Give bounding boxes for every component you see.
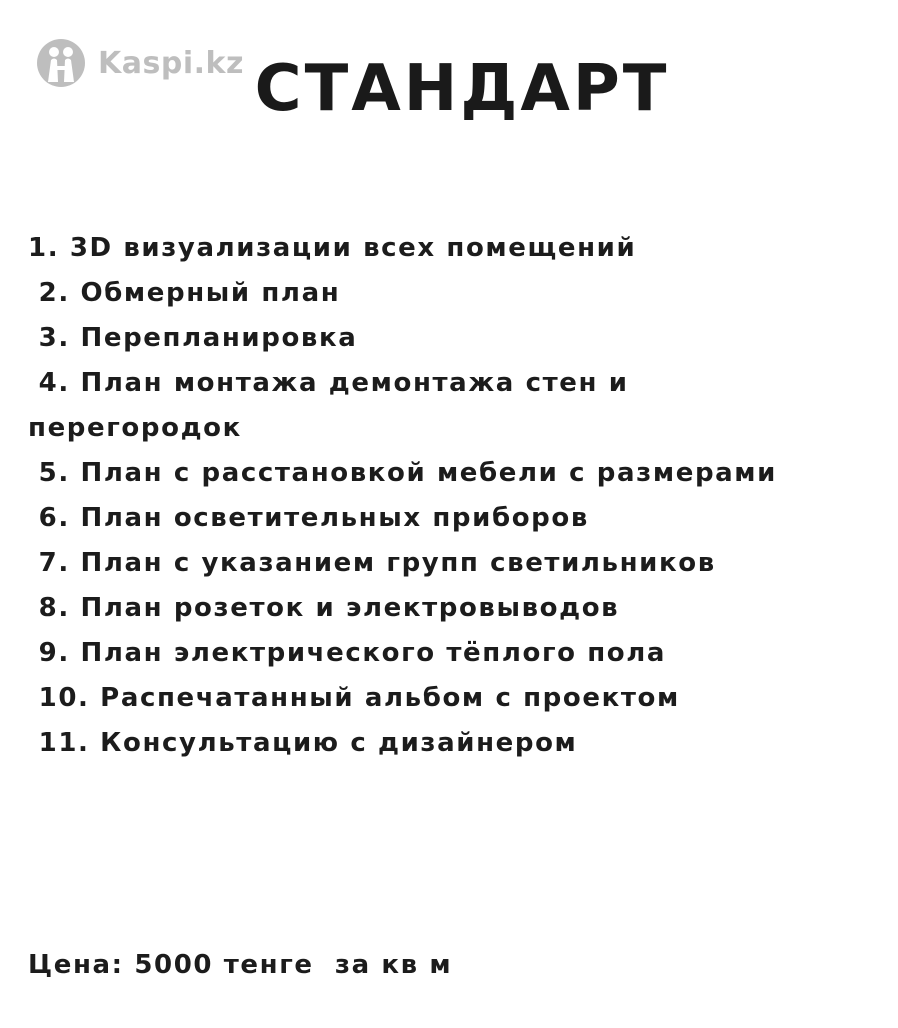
list-item: 11. Консультацию с дизайнером	[28, 728, 578, 758]
list-item: перегородок	[28, 413, 242, 443]
list-item: 2. Обмерный план	[28, 278, 341, 308]
list-item: 8. План розеток и электровыводов	[28, 593, 620, 623]
list-item: 3. Перепланировка	[28, 323, 358, 353]
list-item: 9. План электрического тёплого пола	[28, 638, 667, 668]
list-item: 5. План с расстановкой мебели с размерами	[28, 458, 777, 488]
price-text: Цена: 5000 тенге за кв м	[28, 950, 453, 980]
list-item: 10. Распечатанный альбом с проектом	[28, 683, 680, 713]
watermark-text: Kaspi.kz	[98, 45, 244, 81]
services-list	[28, 226, 878, 766]
list-item: 4. План монтажа демонтажа стен и	[28, 368, 629, 398]
list-item: 1. 3D визуализации всех помещений	[28, 233, 637, 263]
list-item: 7. План с указанием групп светильников	[28, 548, 716, 578]
list-item: 6. План осветительных приборов	[28, 503, 589, 533]
page-title: СТАНДАРТ	[254, 52, 670, 126]
